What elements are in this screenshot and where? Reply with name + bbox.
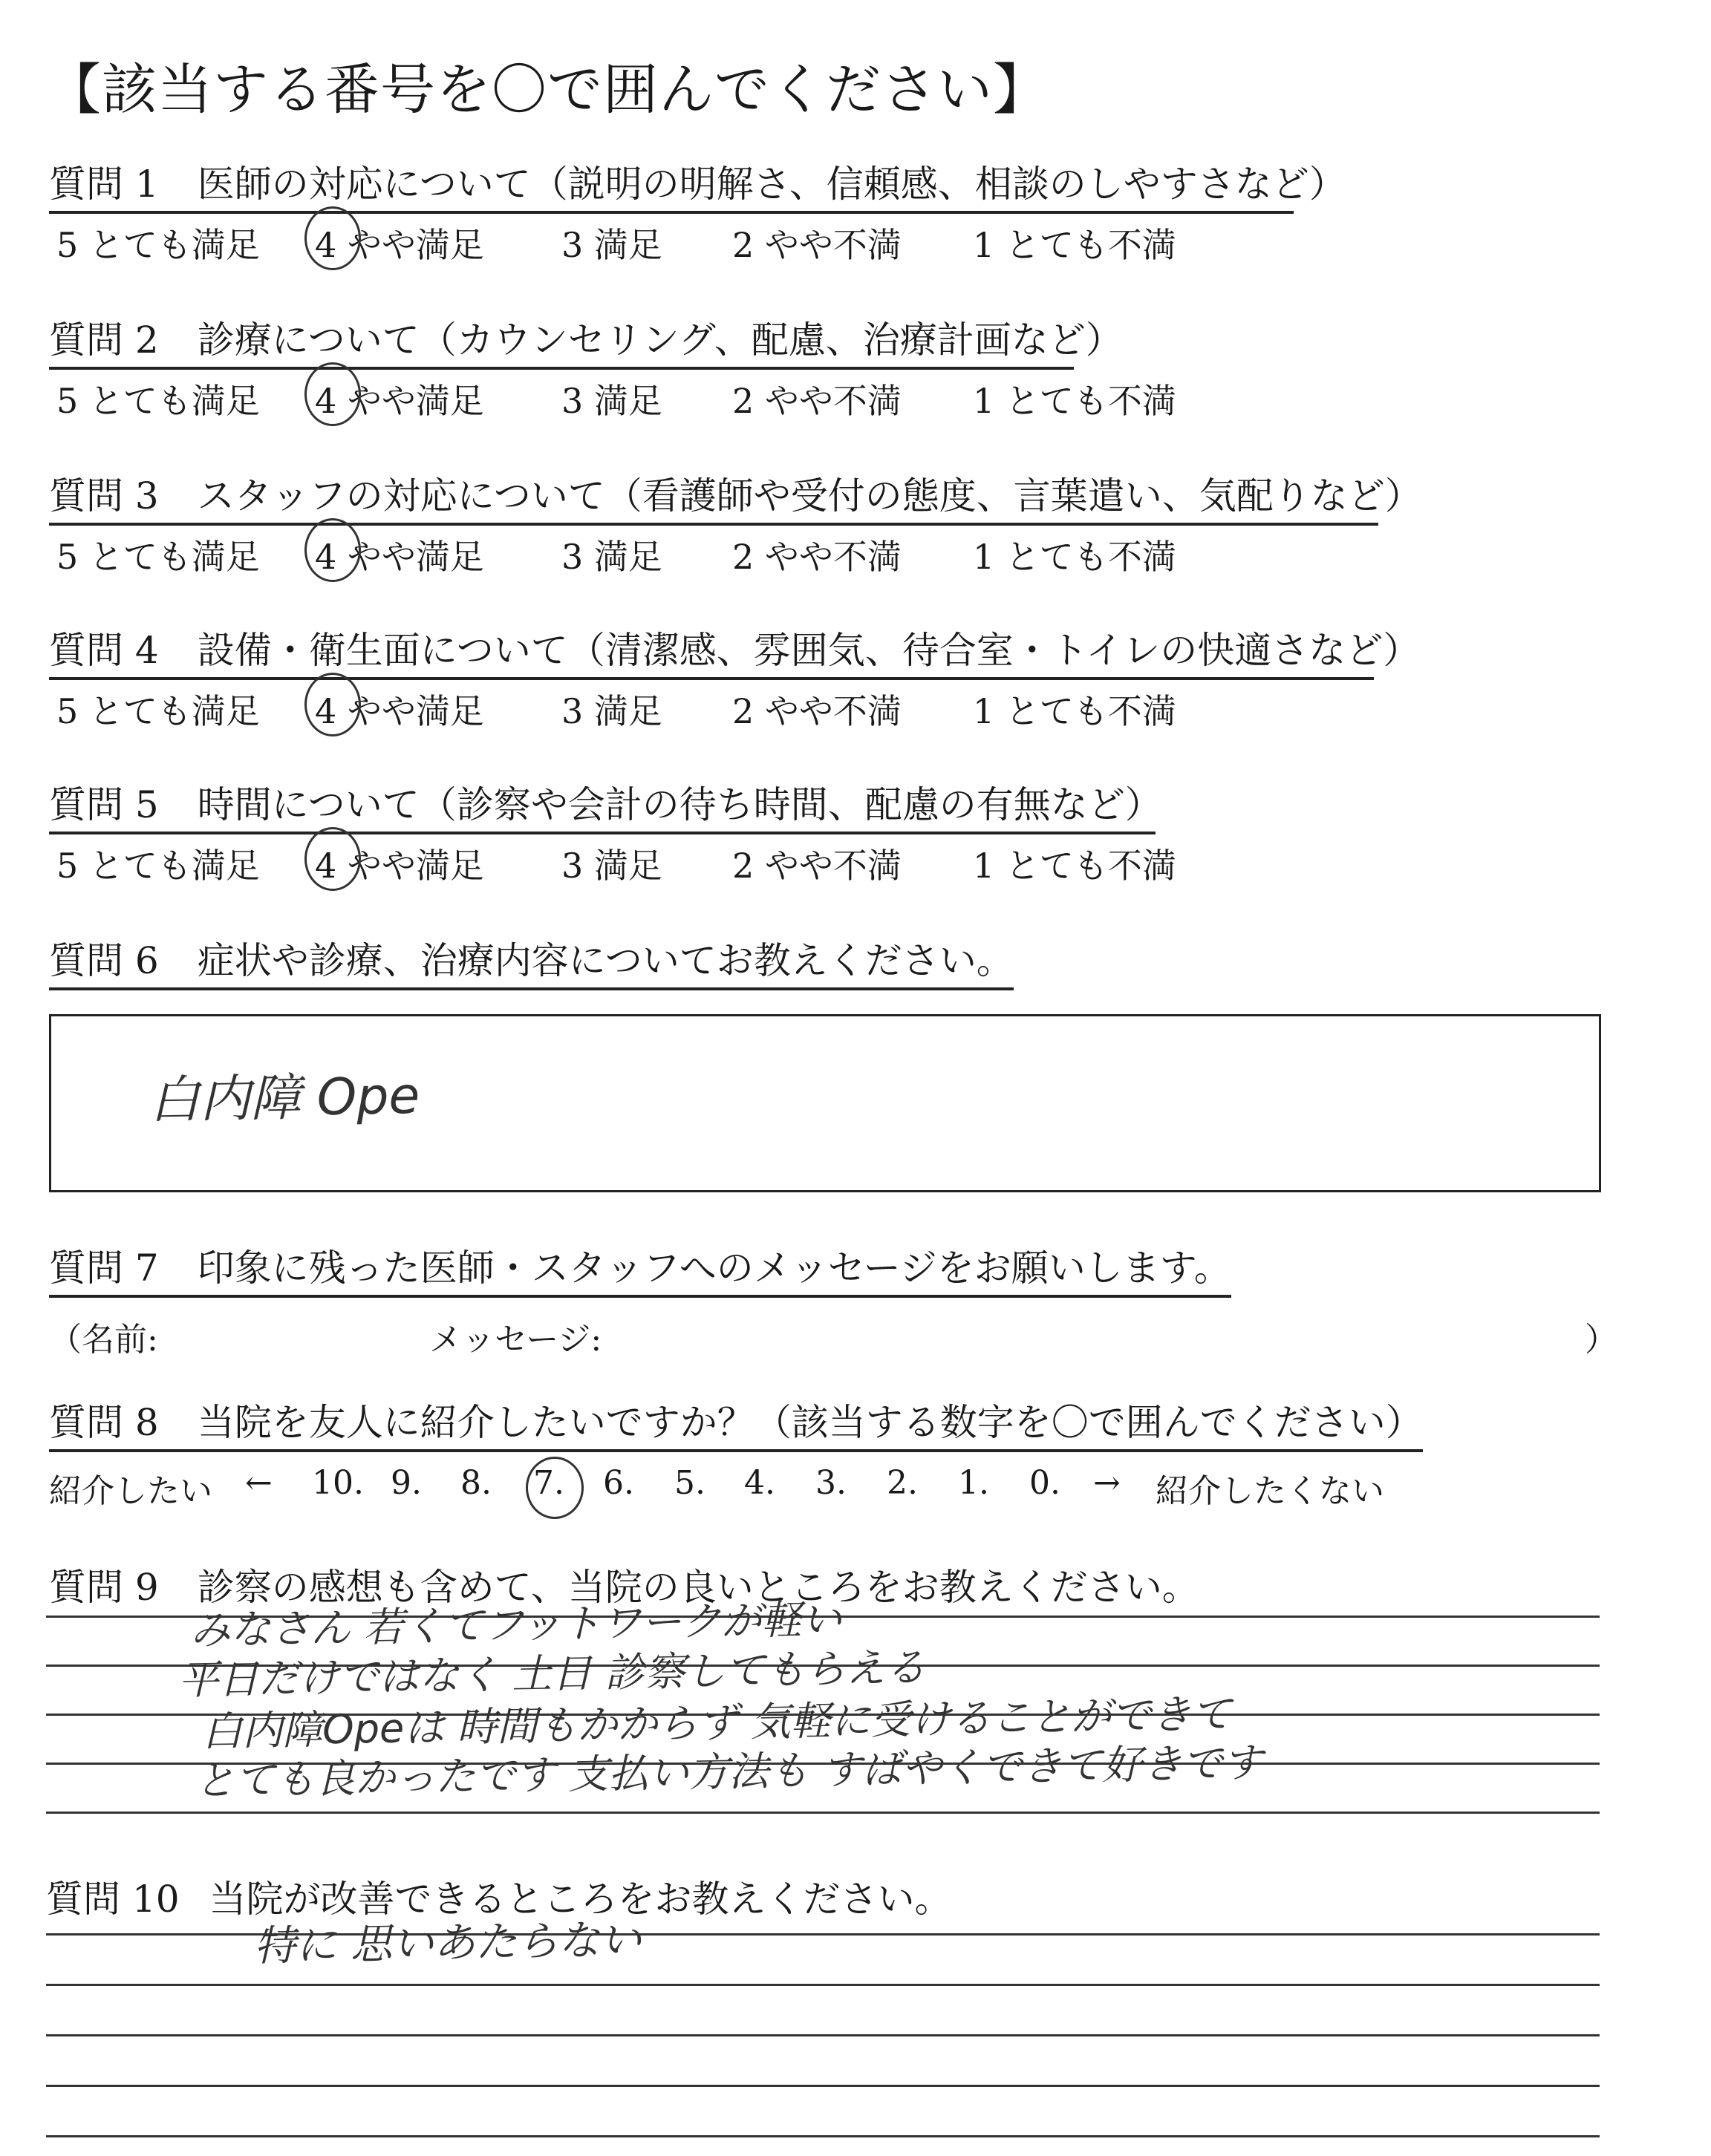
question-text: 当院を友人に紹介したいですか？（該当する数字を〇で囲んでください）: [197, 1401, 1423, 1444]
question-4: [49, 621, 1421, 680]
close-paren: ）: [1585, 1321, 1617, 1359]
question-text: 設備・衛生面について（清潔感、雰囲気、待合室・トイレの快適さなど）: [197, 629, 1421, 672]
question-number: 質問 4: [49, 629, 159, 672]
rating-option[interactable]: 1 とても不満: [973, 381, 1176, 421]
name-label: （名前:: [49, 1321, 158, 1359]
rating-option[interactable]: 1 とても不満: [973, 537, 1176, 577]
rating-option[interactable]: 1 とても不満: [973, 846, 1176, 886]
handwritten-line: 特に 思いあたらない: [253, 1915, 642, 1971]
scale-value[interactable]: 6.: [603, 1464, 634, 1502]
selection-circle-icon: [304, 206, 361, 270]
question-number: 質問 6: [49, 939, 159, 982]
rating-option[interactable]: 2 やや不満: [732, 537, 902, 577]
scale-value[interactable]: 2.: [887, 1464, 918, 1502]
message-label: メッセージ:: [429, 1321, 602, 1359]
rating-option[interactable]: 1 とても不満: [973, 225, 1176, 265]
left-arrow-icon: ←: [245, 1464, 273, 1502]
scale-value[interactable]: 8.: [460, 1464, 492, 1502]
scale-left-label: 紹介したい: [49, 1472, 212, 1510]
answer-rule-line: [46, 1812, 1600, 1814]
question-number: 質問 2: [49, 318, 159, 362]
rating-option[interactable]: 4 やや満足: [315, 691, 484, 731]
question-text: 時間について（診察や会計の待ち時間、配慮の有無など）: [197, 783, 1162, 826]
rating-option[interactable]: 2 やや不満: [732, 691, 902, 731]
selection-circle-icon: [304, 673, 361, 736]
right-arrow-icon: →: [1093, 1464, 1121, 1502]
scale-value[interactable]: 1.: [958, 1464, 989, 1502]
question-text: 医師の対応について（説明の明解さ、信頼感、相談のしやすさなど）: [197, 163, 1346, 206]
selection-circle-icon: [526, 1457, 584, 1519]
answer-rule-line: [46, 2085, 1600, 2087]
rating-option[interactable]: 2 やや不満: [732, 846, 902, 886]
question-8: [49, 1393, 1423, 1452]
question-number: 質問 9: [49, 1566, 159, 1609]
rating-option[interactable]: 5 とても満足: [56, 381, 260, 421]
rating-option[interactable]: 4 やや満足: [315, 225, 484, 265]
question-text: 印象に残った医師・スタッフへのメッセージをお願いします。: [197, 1247, 1231, 1290]
rating-option[interactable]: 4 やや満足: [315, 381, 484, 421]
question-3: [49, 466, 1422, 526]
rating-option[interactable]: 5 とても満足: [56, 537, 260, 577]
question-5: [49, 775, 1162, 834]
answer-rule-line: [46, 2135, 1600, 2137]
rating-option[interactable]: 3 満足: [561, 691, 662, 731]
scale-value[interactable]: 9.: [391, 1464, 422, 1502]
answer-box[interactable]: [49, 1014, 1601, 1192]
page-title: 【該当する番号を〇で囲んでください】: [46, 58, 1049, 122]
rating-option[interactable]: 2 やや不満: [732, 381, 902, 421]
rating-option[interactable]: 3 満足: [561, 846, 662, 886]
rating-option[interactable]: 2 やや不満: [732, 225, 902, 265]
question-text: 症状や診療、治療内容についてお教えください。: [197, 939, 1014, 982]
scale-right-label: 紹介したくない: [1156, 1472, 1384, 1510]
handwritten-line: 平日だけではなく 土日 診察してもらえる: [177, 1644, 926, 1705]
selection-circle-icon: [304, 362, 361, 426]
rating-option[interactable]: 3 満足: [561, 225, 662, 265]
scale-value[interactable]: 4.: [744, 1464, 775, 1502]
rating-option[interactable]: 4 やや満足: [315, 846, 484, 886]
question-text: 診療について（カウンセリング、配慮、治療計画など）: [197, 318, 1123, 362]
question-2: [49, 310, 1123, 370]
question-number: 質問 3: [49, 474, 159, 517]
selection-circle-icon: [304, 518, 361, 582]
answer-rule-line: [46, 2034, 1600, 2036]
handwritten-answer: 白内障 Ope: [149, 1066, 420, 1131]
selection-circle-icon: [304, 827, 361, 891]
rating-option[interactable]: 1 とても不満: [973, 691, 1176, 731]
question-number: 質問 10: [46, 1878, 180, 1921]
handwritten-line: 白内障Opeは 時間もかからず 気軽に受けることができて: [201, 1690, 1232, 1756]
question-1: [49, 154, 1346, 214]
question-number: 質問 5: [49, 783, 159, 826]
question-text: 当院が改善できるところをお教えください。: [209, 1878, 952, 1921]
scale-value[interactable]: 3.: [815, 1464, 847, 1502]
question-number: 質問 1: [49, 163, 159, 206]
rating-option[interactable]: 5 とても満足: [56, 846, 260, 886]
question-text: スタッフの対応について（看護師や受付の態度、言葉遣い、気配りなど）: [197, 474, 1422, 517]
rating-option[interactable]: 3 満足: [561, 537, 662, 577]
rating-option[interactable]: 3 満足: [561, 381, 662, 421]
question-7: [49, 1238, 1231, 1298]
scale-value[interactable]: 10.: [312, 1464, 364, 1502]
rating-option[interactable]: 5 とても満足: [56, 691, 260, 731]
rating-option[interactable]: 4 やや満足: [315, 537, 484, 577]
handwritten-line: みなさん 若くてフットワークが軽い: [189, 1595, 842, 1654]
question-text: 診察の感想も含めて、当院の良いところをお教えください。: [197, 1566, 1199, 1609]
scale-value[interactable]: 0.: [1029, 1464, 1060, 1502]
answer-rule-line: [46, 1984, 1600, 1986]
question-6: [49, 931, 1014, 990]
handwritten-line: とても良かったです 支払い方法も すばやくできて好きです: [194, 1739, 1263, 1805]
scale-value[interactable]: 7.: [533, 1464, 564, 1502]
rating-option[interactable]: 5 とても満足: [56, 225, 260, 265]
question-number: 質問 8: [49, 1401, 159, 1444]
question-number: 質問 7: [49, 1247, 159, 1290]
scale-value[interactable]: 5.: [674, 1464, 705, 1502]
